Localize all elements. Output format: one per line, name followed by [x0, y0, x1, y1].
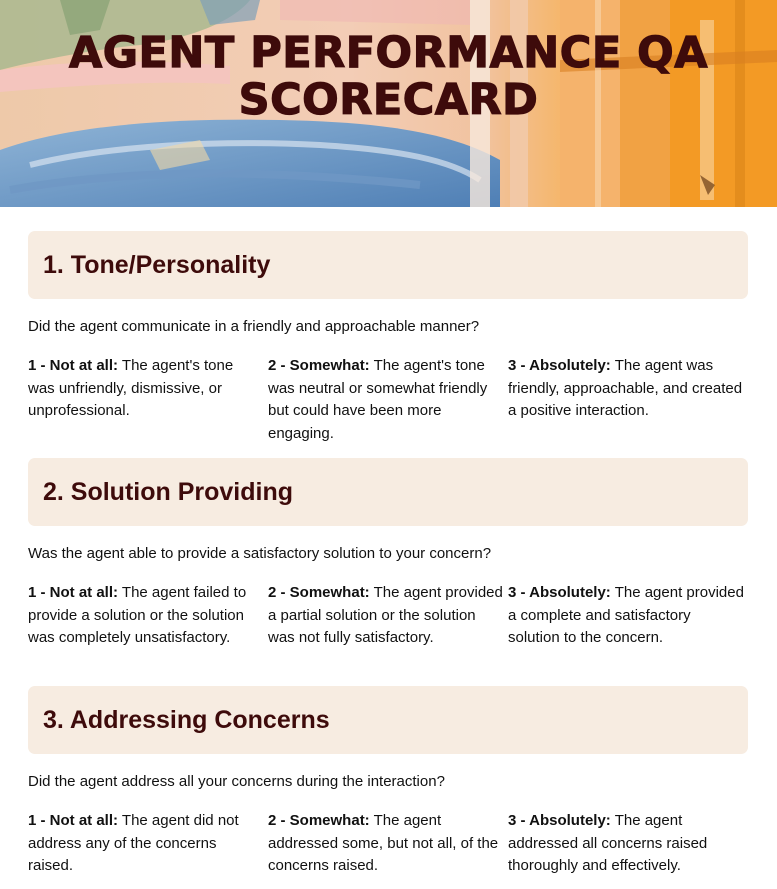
rating-description: The agent addressed all concerns raised thoroughly and effectively. — [508, 812, 708, 874]
rating-label: 2 - Somewhat: — [268, 357, 370, 374]
section-header — [28, 231, 748, 299]
rating-label: 1 - Not at all: — [28, 812, 119, 829]
rating-label: 3 - Absolutely: — [508, 584, 611, 601]
rating-description: The agent did not address any of the concerns raised. — [28, 812, 239, 874]
rating-description: The agent failed to provide a solution or the solution was completely unsatisfactory. — [28, 584, 247, 646]
rating-description: The agent was friendly, approachable, and created a positive interaction. — [508, 357, 743, 419]
rating-description: The agent provided a partial solution or the solution was not fully satisfactory. — [268, 584, 503, 646]
section-header — [28, 458, 748, 526]
rating-3 — [508, 582, 748, 650]
rating-3 — [508, 810, 748, 878]
section-tone-personality — [28, 231, 748, 445]
section-title: 2. Solution Providing — [43, 477, 293, 506]
rating-description: The agent's tone was unfriendly, dismissive, or unprofessional. — [28, 357, 234, 419]
page-title-line-1: AGENT PERFORMANCE QA — [68, 28, 709, 78]
section-question: Did the agent address all your concerns during the interaction? — [28, 773, 445, 790]
rating-1 — [28, 355, 268, 445]
rating-description: The agent's tone was neutral or somewhat friendly but could have been more engaging. — [268, 357, 488, 442]
rating-options — [28, 810, 748, 878]
rating-2 — [268, 582, 508, 650]
rating-3 — [508, 355, 748, 445]
rating-description: The agent provided a complete and satisfactory solution to the concern. — [508, 584, 744, 646]
section-solution-providing — [28, 458, 748, 650]
header-banner — [0, 0, 777, 207]
rating-2 — [268, 810, 508, 878]
page-title-line-2: SCORECARD — [238, 75, 539, 125]
rating-label: 1 - Not at all: — [28, 584, 119, 601]
rating-2 — [268, 355, 508, 445]
rating-description: The agent addressed some, but not all, of the concerns raised. — [268, 812, 499, 874]
rating-label: 3 - Absolutely: — [508, 812, 611, 829]
section-title: 1. Tone/Personality — [43, 250, 271, 279]
section-question: Was the agent able to provide a satisfactory solution to your concern? — [28, 545, 492, 562]
section-header — [28, 686, 748, 754]
rating-label: 3 - Absolutely: — [508, 357, 611, 374]
section-title: 3. Addressing Concerns — [43, 705, 330, 734]
rating-label: 1 - Not at all: — [28, 357, 119, 374]
section-question: Did the agent communicate in a friendly and approachable manner? — [28, 318, 480, 335]
rating-options — [28, 355, 748, 445]
rating-label: 2 - Somewhat: — [268, 812, 370, 829]
rating-1 — [28, 810, 268, 878]
rating-label: 2 - Somewhat: — [268, 584, 370, 601]
page-title — [0, 30, 777, 124]
rating-options — [28, 582, 748, 650]
rating-1 — [28, 582, 268, 650]
section-addressing-concerns — [28, 686, 748, 878]
